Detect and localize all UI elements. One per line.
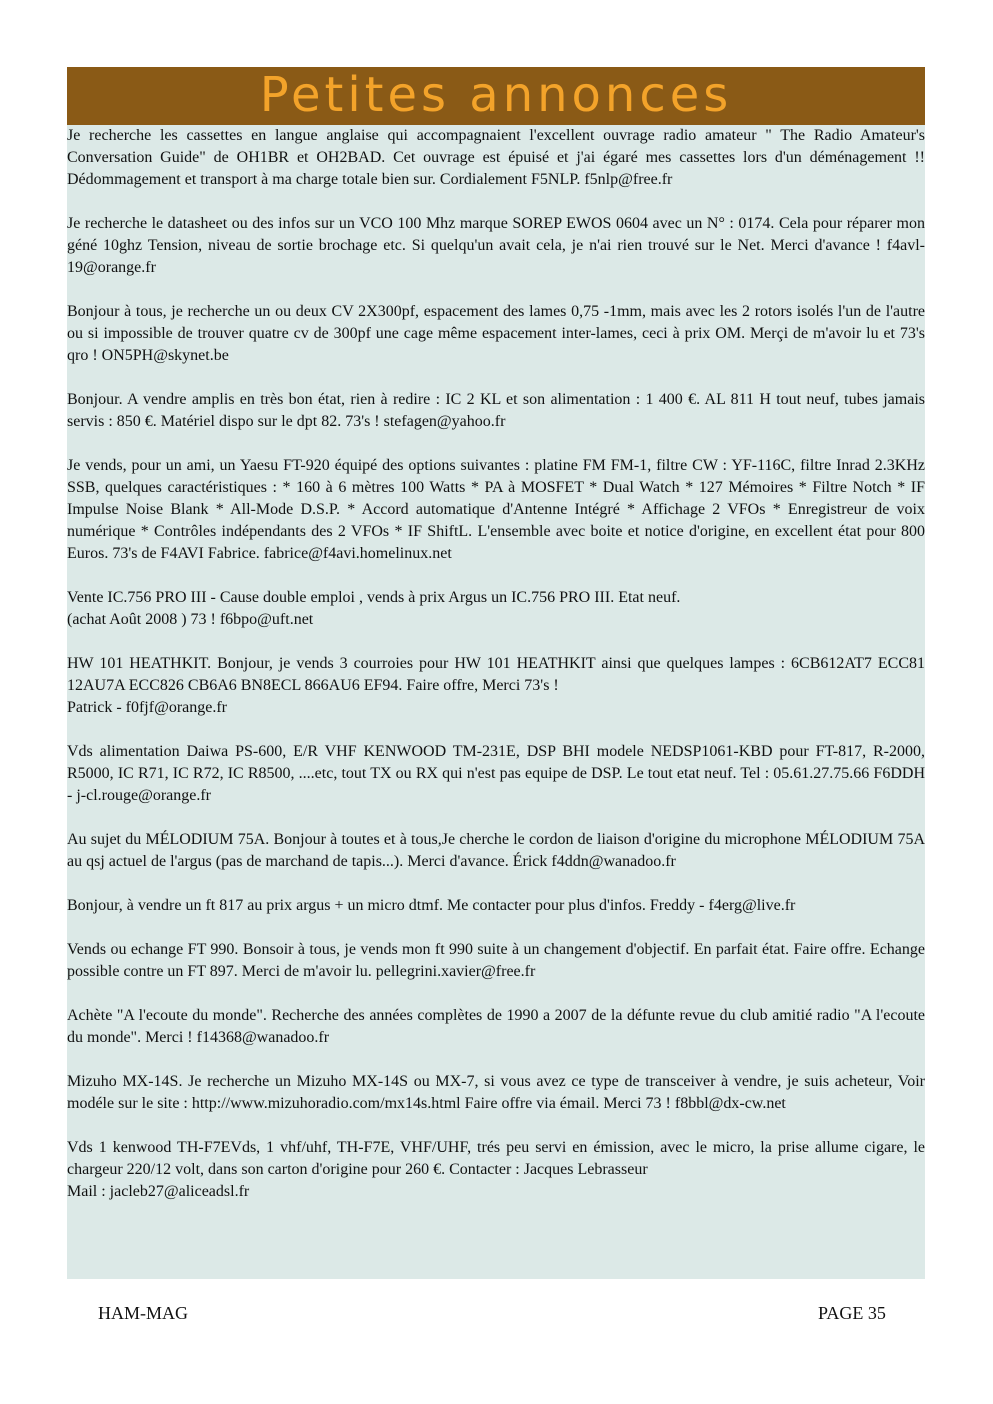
classified-ad: Je vends, pour un ami, un Yaesu FT-920 équipé des options suivantes : platine FM FM-1, filtre CW : YF-116C, filtre Inrad 2.3KHz SSB, quelques caractéristiques : * 160 à 6 mètres 100 Watts * PA à MOSFET * Dual Watch * 127 Mémoires * Filtre Notch * IF Impulse Noise Blank * All-Mode D.S.P. * Accord automatique d'Antenne Intégré * Affichage 2 VFOs * Enregistreur de voix numérique * Contrôles indépendants des 2 VFOs * IF ShiftL. L'ensemble avec boite et notice d'origine, en excellent état pour 800 Euros. 73's de F4AVI Fabrice. fabrice@f4avi.homelinux.net (67, 457, 925, 562)
classified-ad: Je recherche le datasheet ou des infos sur un VCO 100 Mhz marque SOREP EWOS 0604 avec un N° : 0174. Cela pour réparer mon géné 10ghz Tension, niveau de sortie brochage etc. Si quelqu'un avait cela, je n'ai rien trouvé sur le Net. Merci d'avance ! f4avl-19@orange.fr (67, 215, 925, 276)
classified-ad: Bonjour. A vendre amplis en très bon état, rien à redire : IC 2 KL et son alimentation : 1 400 €. AL 811 H tout neuf, tubes jamais servis : 850 €. Matériel dispo sur le dpt 82. 73's ! stefagen@yahoo.fr (67, 391, 925, 430)
classified-ad: Bonjour, à vendre un ft 817 au prix argus + un micro dtmf. Me contacter pour plus d'infos. Freddy - f4erg@live.fr (67, 897, 796, 914)
classified-ad: Vends ou echange FT 990. Bonsoir à tous, je vends mon ft 990 suite à un changement d'objectif. En parfait état. Faire offre. Echange possible contre un FT 897. Merci de m'avoir lu. pellegrini.xavier@free.fr (67, 941, 925, 980)
classified-ad: Je recherche les cassettes en langue anglaise qui accompagnaient l'excellent ouvrage radio amateur " The Radio Amateur's Conversation Guide" de OH1BR et OH2BAD. Cet ouvrage est épuisé et j'ai égaré mes cassettes lors d'un déménagement !! Dédommagement et transport à ma charge totale bien sur. Cordialement F5NLP. f5nlp@free.fr (67, 127, 925, 188)
classified-ad: Bonjour à tous, je recherche un ou deux CV 2X300pf, espacement des lames 0,75 -1mm, mais avec les 2 rotors isolés l'un de l'autre ou si impossible de trouver quatre cv de 300pf une cage même espacement inter-lames, ceci à prix OM. Merçi de m'avoir lu et 73's qro ! ON5PH@skynet.be (67, 303, 925, 364)
classified-ad: Vds 1 kenwood TH-F7EVds, 1 vhf/uhf, TH-F7E, VHF/UHF, trés peu servi en émission, avec le micro, la prise allume cigare, le chargeur 220/12 volt, dans son carton d'origine pour 260 €. Contacter : Jacques Lebrasseur Mail : jacleb27@aliceadsl.fr (67, 1139, 925, 1200)
magazine-name: HAM-MAG (98, 1303, 188, 1323)
page-number: PAGE 35 (818, 1303, 886, 1323)
classified-ads-section (67, 125, 925, 1279)
classified-ad: Vente IC.756 PRO III - Cause double emploi , vends à prix Argus un IC.756 PRO III. Etat neuf. (achat Août 2008 ) 73 ! f6bpo@uft.net (67, 589, 681, 628)
classified-ad: Au sujet du MÉLODIUM 75A. Bonjour à toutes et à tous,Je cherche le cordon de liaison d'origine du microphone MÉLODIUM 75A au qsj actuel de l'argus (pas de marchand de tapis...). Merci d'avance. Érick f4ddn@wanadoo.fr (67, 831, 925, 870)
classified-ad: Achète "A l'ecoute du monde". Recherche des années complètes de 1990 a 2007 de la défunte revue du club amitié radio "A l'ecoute du monde". Merci ! f14368@wanadoo.fr (67, 1007, 925, 1046)
page-title: Petites annonces (259, 67, 733, 123)
classified-ad: Mizuho MX-14S. Je recherche un Mizuho MX-14S ou MX-7, si vous avez ce type de transceiver à vendre, je suis acheteur, Voir modéle sur le site : http://www.mizuhoradio.com/mx14s.html Faire offre via émail. Merci 73 ! f8bbl@dx-cw.net (67, 1073, 925, 1112)
classified-ad: Vds alimentation Daiwa PS-600, E/R VHF KENWOOD TM-231E, DSP BHI modele NEDSP1061-KBD pour FT-817, R-2000, R5000, IC R71, IC R72, IC R8500, ....etc, tout TX ou RX qui n'est pas equipe de DSP. Le tout etat neuf. Tel : 05.61.27.75.66 F6DDH - j-cl.rouge@orange.fr (67, 743, 925, 804)
page-banner (67, 67, 925, 125)
classified-ad: HW 101 HEATHKIT. Bonjour, je vends 3 courroies pour HW 101 HEATHKIT ainsi que quelques lampes : 6CB612AT7 ECC81 12AU7A ECC826 CB6A6 BN8ECL 866AU6 EF94. Faire offre, Merci 73's ! Patrick - f0fjf@orange.fr (67, 655, 925, 716)
